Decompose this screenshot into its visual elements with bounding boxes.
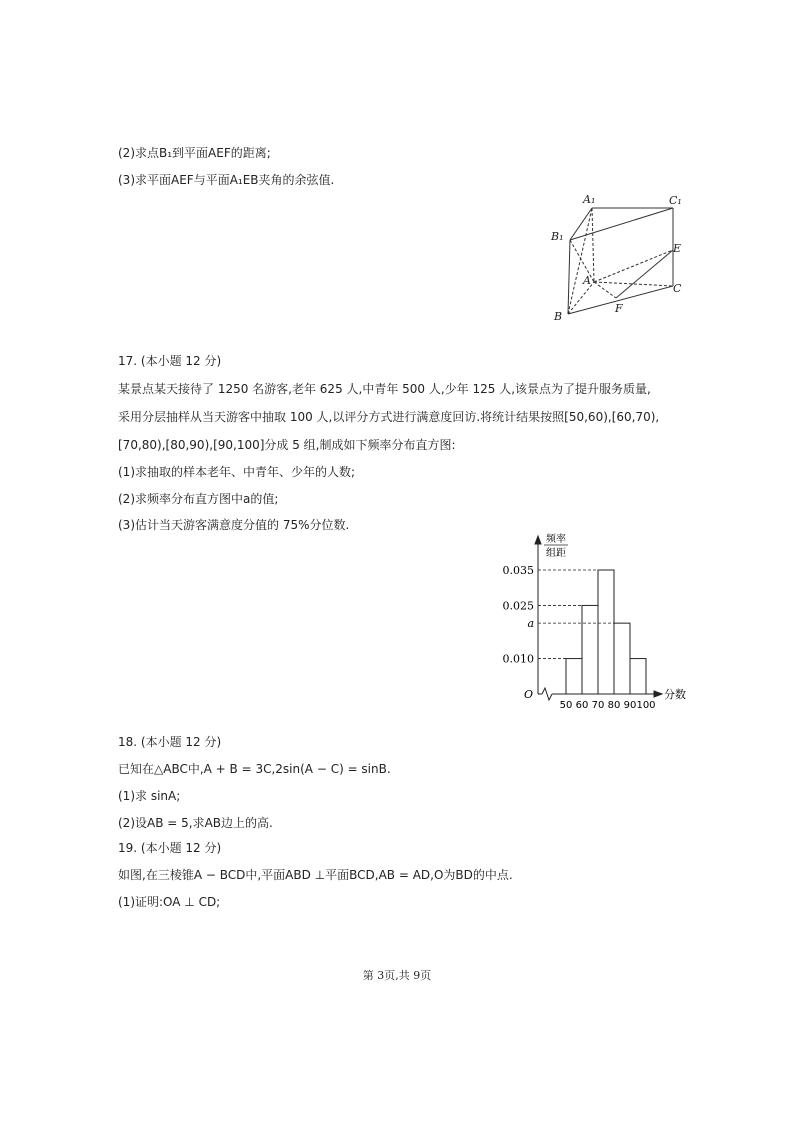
histogram-bar [566,659,582,694]
histogram-bar [598,570,614,694]
q18-part2: (2)设AB = 5,求AB边上的高. [118,816,273,830]
prism-figure [540,188,690,328]
ylabel-top: 频率 [546,534,566,545]
histogram-bar [614,623,630,694]
label-c1: C₁ [669,194,682,207]
label-c: C [673,282,682,295]
q17-line2: 采用分层抽样从当天游客中抽取 100 人,以评分方式进行满意度回访.将统计结果按照[50,60),[60,70), [118,410,660,424]
q19-part1: (1)证明:OA ⊥ CD; [118,895,221,909]
label-b1: B₁ [551,230,564,243]
label-a: A [583,274,591,287]
q17-part1: (1)求抽取的样本老年、中青年、少年的人数; [118,465,356,479]
y-tick-label: 0.010 [502,652,534,666]
q17-line3: [70,80),[80,90),[90,100]分成 5 组,制成如下频率分布直方图: [118,438,456,452]
label-e: E [673,242,682,255]
q17-part2: (2)求频率分布直方图中a的值; [118,492,279,506]
q18-header: 18. (本小题 12 分) [118,735,222,749]
q16-part2: (2)求点B₁到平面AEF的距离; [118,146,271,160]
x-tick-label: 60 [575,700,589,710]
page-footer: 第 3页,共 9页 [362,969,432,982]
y-tick-label: 0.025 [502,599,534,613]
q17-header: 17. (本小题 12 分) [118,354,222,368]
x-tick-label: 100 [636,700,656,710]
q19-stem: 如图,在三棱锥A − BCD中,平面ABD ⊥平面BCD,AB = AD,O为BD的中点. [118,868,513,882]
histogram-bar [582,605,598,694]
origin-label: O [524,688,534,701]
xlabel: 分数 [664,688,686,701]
q17-part3: (3)估计当天游客满意度分值的 75%分位数. [118,518,350,532]
x-tick-label: 80 [607,700,621,710]
x-tick-label: 70 [591,700,605,710]
histogram-bar [630,659,646,694]
label-f: F [615,302,623,315]
y-tick-label: a [527,617,534,631]
q18-stem: 已知在△ABC中,A + B = 3C,2sin(A − C) = sinB. [118,762,391,776]
histogram-chart [490,530,700,710]
label-b: B [554,310,563,323]
x-tick-label: 50 [559,700,573,710]
y-tick-label: 0.035 [502,564,534,577]
q16-part3: (3)求平面AEF与平面A₁EB夹角的余弦值. [118,173,335,187]
q17-line1: 某景点某天接待了 1250 名游客,老年 625 人,中青年 500 人,少年 125 人,该景点为了提升服务质量, [118,382,651,396]
q19-header: 19. (本小题 12 分) [118,841,222,855]
x-tick-label: 90 [623,700,637,710]
q18-part1: (1)求 sinA; [118,789,181,803]
ylabel-bottom: 组距 [546,548,566,559]
label-a1: A₁ [583,193,596,206]
